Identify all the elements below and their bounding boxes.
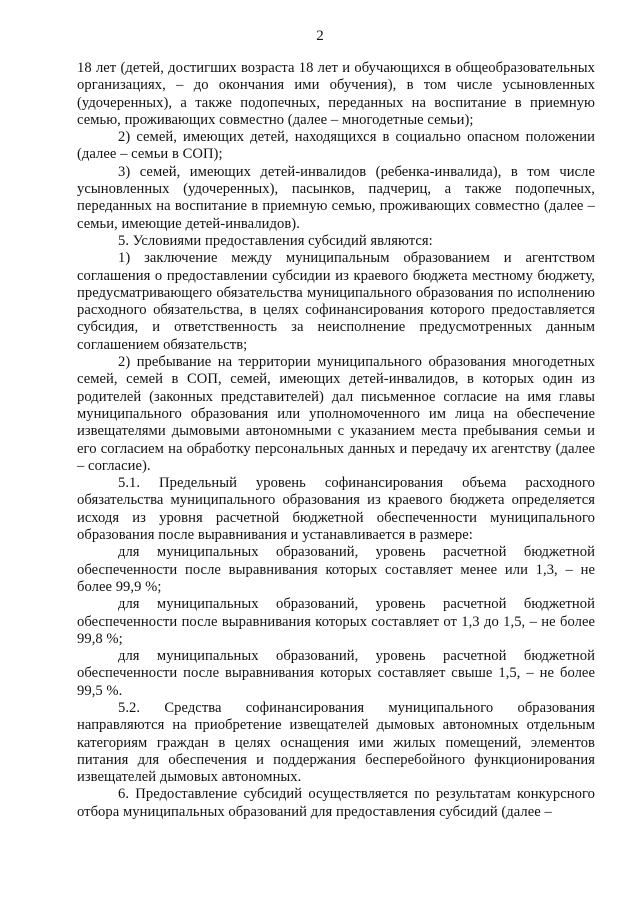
paragraph-5-conditions: 5. Условиями предоставления субсидий являются:: [118, 232, 433, 249]
paragraph-6-selection: 6. Предоставление субсидий осуществляется по результатам конкурсного отбора муниципальных образований для предоставления субсидий (далее –: [77, 786, 595, 820]
paragraph-level-1-3-to-1-5: для муниципальных образований, уровень расчетной бюджетной обеспеченности после выравнивания которых составляет от 1,3 до 1,5, – не более 99,8 %;: [77, 596, 595, 647]
document-body: [77, 60, 595, 821]
paragraph-condition-1: 1) заключение между муниципальным образованием и агентством соглашения о предоставлении субсидии из краевого бюджета местному бюджету, предусматривающего обязательства муниципального образования по исполнению расходного обязательства, в целях софинансирования которого предоставляется субсидия, и ответственность за неисполнение предусмотренных данным соглашением обязательств;: [77, 250, 595, 353]
paragraph-5-1-limit: 5.1. Предельный уровень софинансирования объема расходного обязательства муниципального образования из краевого бюджета определяется исходя из уровня расчетной бюджетной обеспеченности муниципального образования после выравнивания и устанавливается в размере:: [77, 475, 595, 544]
paragraph-continued-families: 18 лет (детей, достигших возраста 18 лет и обучающихся в общеобразовательных организациях, – до окончания ими обучения), в том числе усыновленных (удочеренных), а также подопечных, переданных на воспитание в приемную семью, проживающих совместно (далее – многодетные семьи);: [77, 60, 595, 128]
paragraph-item-2-sop: 2) семей, имеющих детей, находящихся в социально опасном положении (далее – семьи в СОП);: [77, 129, 595, 163]
page-number: 2: [316, 28, 324, 44]
paragraph-condition-2: 2) пребывание на территории муниципального образования многодетных семей, семей в СОП, семей, имеющих детей-инвалидов, в которых один из родителей (законных представителей) дал письменное согласие на имя главы муниципального образования или уполномоченного им лица на обеспечение извещателями дымовыми автономными с указанием места пребывания семьи и его согласием на обработку персональных данных и передачу их агентству (далее – согласие).: [77, 354, 595, 474]
paragraph-level-over-1-5: для муниципальных образований, уровень расчетной бюджетной обеспеченности после выравнивания которых составляет свыше 1,5, – не более 99,5 %.: [77, 648, 595, 699]
paragraph-5-2-funds: 5.2. Средства софинансирования муниципального образования направляются на приобретение извещателей дымовых автономных отдельным категориям граждан в целях оснащения ими жилых помещений, элементов питания для обеспечения и поддержания бесперебойного функционирования извещателей дымовых автономных.: [77, 699, 595, 786]
paragraph-item-3-disabled: 3) семей, имеющих детей-инвалидов (ребенка-инвалида), в том числе усыновленных (удочеренных), пасынков, падчериц, а также подопечных, переданных на воспитание в приемную семью, проживающих совместно (далее – семьи, имеющие детей-инвалидов).: [77, 163, 595, 232]
paragraph-level-under-1-3: для муниципальных образований, уровень расчетной бюджетной обеспеченности после выравнивания которых составляет менее или 1,3, – не более 99,9 %;: [77, 544, 595, 595]
